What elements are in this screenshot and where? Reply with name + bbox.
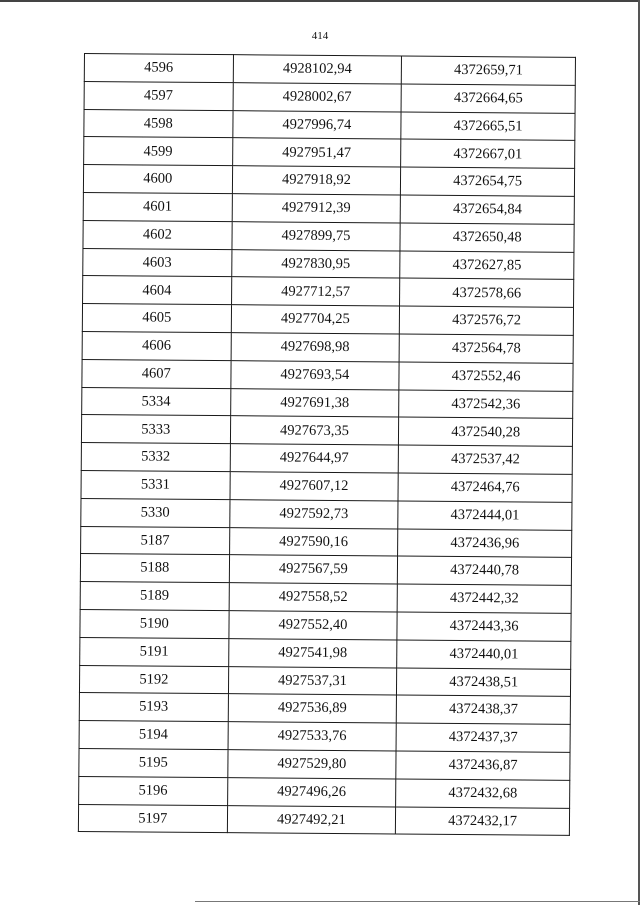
table-row <box>82 304 573 336</box>
table-row <box>83 192 574 224</box>
x-coordinate-cell: 4927567,59 <box>229 555 398 584</box>
table-row <box>84 54 575 86</box>
point-number-cell: 4605 <box>82 304 231 333</box>
y-coordinate-cell: 4372438,51 <box>397 668 571 697</box>
table-row <box>81 470 572 502</box>
point-number-cell: 5331 <box>81 470 230 499</box>
y-coordinate-cell: 4372654,75 <box>401 167 575 196</box>
x-coordinate-cell: 4927496,26 <box>227 777 396 806</box>
x-coordinate-cell: 4927558,52 <box>229 583 398 612</box>
point-number-cell: 4599 <box>84 137 233 166</box>
point-number-cell: 5191 <box>80 637 229 666</box>
table-row <box>79 693 570 725</box>
y-coordinate-cell: 4372437,37 <box>396 723 570 752</box>
table-row <box>81 415 572 447</box>
table-row <box>81 526 572 558</box>
point-number-cell: 4601 <box>83 192 232 221</box>
table-row <box>81 498 572 530</box>
x-coordinate-cell: 4927536,89 <box>228 694 397 723</box>
y-coordinate-cell: 4372664,65 <box>401 84 575 113</box>
y-coordinate-cell: 4372576,72 <box>400 306 574 335</box>
x-coordinate-cell: 4927912,39 <box>232 194 401 223</box>
x-coordinate-cell: 4927996,74 <box>232 110 401 139</box>
point-number-cell: 5189 <box>80 582 229 611</box>
table-row <box>78 804 569 836</box>
point-number-cell: 5187 <box>81 526 230 555</box>
point-number-cell: 5192 <box>79 665 228 694</box>
table-row <box>79 776 570 808</box>
y-coordinate-cell: 4372442,32 <box>397 584 571 613</box>
point-number-cell: 5188 <box>80 554 229 583</box>
x-coordinate-cell: 4928102,94 <box>233 55 402 84</box>
y-coordinate-cell: 4372432,68 <box>396 779 570 808</box>
point-number-cell: 5197 <box>78 804 227 833</box>
x-coordinate-cell: 4927529,80 <box>227 750 396 779</box>
y-coordinate-cell: 4372436,87 <box>396 751 570 780</box>
x-coordinate-cell: 4927693,54 <box>230 360 399 389</box>
y-coordinate-cell: 4372659,71 <box>402 56 576 85</box>
y-coordinate-cell: 4372542,36 <box>399 390 573 419</box>
x-coordinate-cell: 4927951,47 <box>232 138 401 167</box>
y-coordinate-cell: 4372627,85 <box>400 251 574 280</box>
table-row <box>82 387 573 419</box>
y-coordinate-cell: 4372564,78 <box>399 334 573 363</box>
point-number-cell: 4607 <box>82 359 231 388</box>
table-row <box>83 248 574 280</box>
point-number-cell: 5194 <box>79 721 228 750</box>
point-number-cell: 4602 <box>83 220 232 249</box>
table-row <box>82 359 573 391</box>
table-row <box>82 331 573 363</box>
table-row <box>79 665 570 697</box>
point-number-cell: 5190 <box>80 609 229 638</box>
coordinates-table <box>78 53 576 836</box>
table-row <box>83 276 574 308</box>
x-coordinate-cell: 4927899,75 <box>232 221 401 250</box>
x-coordinate-cell: 4927607,12 <box>230 472 399 501</box>
page-edge-bottom <box>195 901 640 902</box>
x-coordinate-cell: 4927673,35 <box>230 416 399 445</box>
point-number-cell: 5193 <box>79 693 228 722</box>
table-row <box>79 721 570 753</box>
y-coordinate-cell: 4372537,42 <box>398 445 572 474</box>
y-coordinate-cell: 4372540,28 <box>399 417 573 446</box>
point-number-cell: 4600 <box>83 165 232 194</box>
x-coordinate-cell: 4927704,25 <box>231 305 400 334</box>
y-coordinate-cell: 4372552,46 <box>399 362 573 391</box>
x-coordinate-cell: 4927691,38 <box>230 388 399 417</box>
point-number-cell: 4598 <box>84 109 233 138</box>
x-coordinate-cell: 4927492,21 <box>227 805 396 834</box>
point-number-cell: 4597 <box>84 81 233 110</box>
table-row <box>84 137 575 169</box>
page-edge-top <box>0 0 640 2</box>
y-coordinate-cell: 4372436,96 <box>398 529 572 558</box>
point-number-cell: 5330 <box>81 498 230 527</box>
table-row <box>83 220 574 252</box>
page-number: 414 <box>311 30 329 42</box>
point-number-cell: 5195 <box>79 748 228 777</box>
x-coordinate-cell: 4927533,76 <box>228 722 397 751</box>
point-number-cell: 4603 <box>83 248 232 277</box>
point-number-cell: 4604 <box>83 276 232 305</box>
y-coordinate-cell: 4372432,17 <box>396 806 570 835</box>
y-coordinate-cell: 4372444,01 <box>398 501 572 530</box>
y-coordinate-cell: 4372665,51 <box>401 112 575 141</box>
y-coordinate-cell: 4372443,36 <box>397 612 571 641</box>
x-coordinate-cell: 4927644,97 <box>230 444 399 473</box>
point-number-cell: 4596 <box>84 54 233 83</box>
point-number-cell: 5332 <box>81 443 230 472</box>
table-row <box>80 554 571 586</box>
x-coordinate-cell: 4927830,95 <box>231 249 400 278</box>
y-coordinate-cell: 4372464,76 <box>398 473 572 502</box>
coordinates-table-body <box>78 54 575 836</box>
table-row <box>81 443 572 475</box>
point-number-cell: 4606 <box>82 331 231 360</box>
x-coordinate-cell: 4927592,73 <box>229 499 398 528</box>
x-coordinate-cell: 4927918,92 <box>232 166 401 195</box>
x-coordinate-cell: 4928002,67 <box>233 82 402 111</box>
table-row <box>84 81 575 113</box>
point-number-cell: 5333 <box>81 415 230 444</box>
table-row <box>80 582 571 614</box>
table-row <box>84 109 575 141</box>
table-row <box>80 637 571 669</box>
y-coordinate-cell: 4372667,01 <box>401 139 575 168</box>
x-coordinate-cell: 4927590,16 <box>229 527 398 556</box>
y-coordinate-cell: 4372438,37 <box>397 695 571 724</box>
x-coordinate-cell: 4927552,40 <box>229 611 398 640</box>
x-coordinate-cell: 4927537,31 <box>228 666 397 695</box>
table-row <box>80 609 571 641</box>
table-row <box>83 165 574 197</box>
point-number-cell: 5334 <box>82 387 231 416</box>
y-coordinate-cell: 4372654,84 <box>400 195 574 224</box>
x-coordinate-cell: 4927698,98 <box>231 333 400 362</box>
point-number-cell: 5196 <box>79 776 228 805</box>
x-coordinate-cell: 4927541,98 <box>228 638 397 667</box>
y-coordinate-cell: 4372440,01 <box>397 640 571 669</box>
y-coordinate-cell: 4372440,78 <box>398 556 572 585</box>
x-coordinate-cell: 4927712,57 <box>231 277 400 306</box>
table-row <box>79 748 570 780</box>
y-coordinate-cell: 4372650,48 <box>400 223 574 252</box>
y-coordinate-cell: 4372578,66 <box>400 278 574 307</box>
